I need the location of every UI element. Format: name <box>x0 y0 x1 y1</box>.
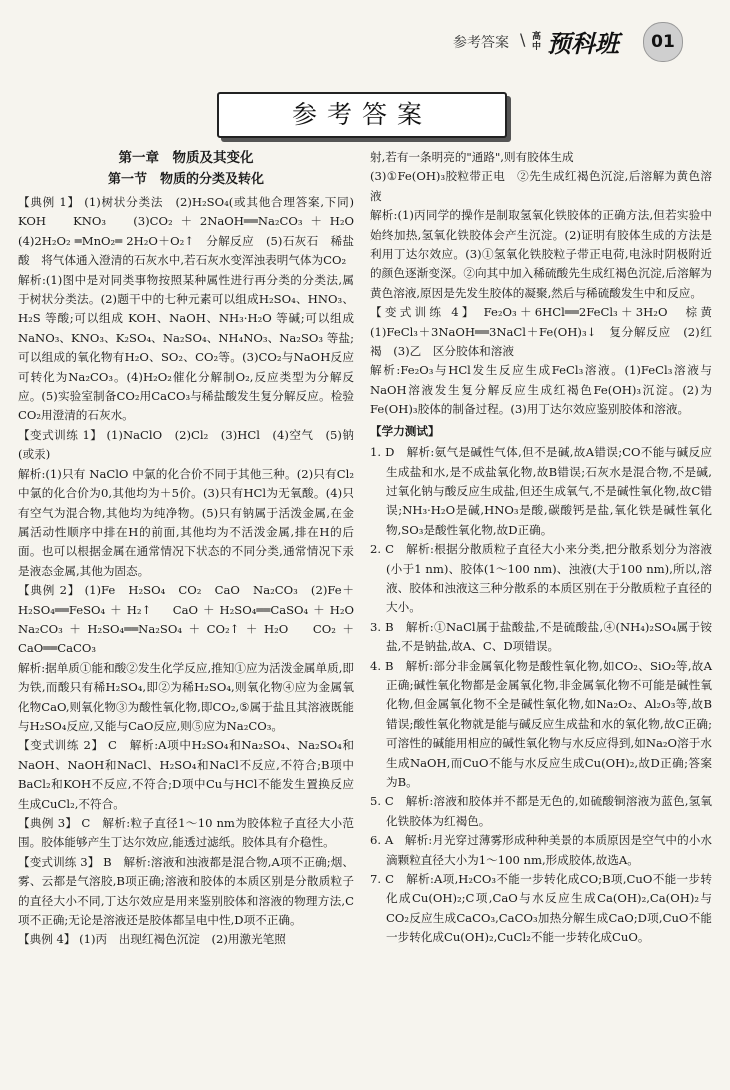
example-2-answer: 【典例 2】 (1)Fe H₂SO₄ CO₂ CaO Na₂CO₃ (2)Fe＋H₂SO₄══FeSO₄＋H₂↑ CaO＋H₂SO₄══CaSO₄＋H₂O Na₂CO₃＋H₂SO₄══Na₂SO₄＋CO₂↑＋H₂O CO₂＋CaO══CaCO₃ <box>18 583 366 656</box>
example-4-answer-cont: 射,若有一条明亮的"通路",则有胶体生成 <box>370 150 574 164</box>
practice-4-explanation: 解析:Fe₂O₃与HCl发生反应生成FeCl₃溶液。(1)FeCl₃溶液与NaOH溶液发生复分解反应生成红褐色Fe(OH)₃沉淀。(2)为Fe(OH)₃胶体的制备过程。(3)用丁达尔效应鉴别胶体和溶液。 <box>370 363 712 417</box>
right-column <box>370 148 724 948</box>
page-title-box <box>217 92 507 138</box>
page-title: 参考答案 <box>291 100 432 129</box>
practice-3-answer: 【变式训练 3】 B 解析:溶液和浊液都是混合物,A项不正确;烟、雾、云都是气溶胶,B项正确;溶液和胶体的本质区别是分散质粒子的直径大小不同,丁达尔效应是用来鉴别胶体和溶液的物理方法,C项不正确;无论是溶液还是胶体都呈电中性,D项不正确。 <box>18 854 354 928</box>
practice-2-answer: 【变式训练 2】 C 解析:A项中H₂SO₄和Na₂SO₄、Na₂SO₄和NaOH、NaOH和NaCl、H₂SO₄和NaCl不反应,不符合;B项中BaCl₂和KOH不反应,不符合;D项中Cu与HCl不能发生置换反应生成CuCl₂,不符合。 <box>18 738 354 811</box>
example-4-answer-part3: (3)①Fe(OH)₃胶粒带正电 ②先生成红褐色沉淀,后溶解为黄色溶液 <box>370 169 712 203</box>
example-4-answer-start: 【典例 4】 (1)丙 出现红褐色沉淀 (2)用激光笔照 <box>18 932 286 947</box>
practice-1-answer: 【变式训练 1】 (1)NaClO (2)Cl₂ (3)HCl (4)空气 (5)钠(或汞) <box>18 427 354 462</box>
example-1-answer: 【典例 1】 (1)树状分类法 (2)H₂SO₄(或其他合理答案,下同) KOH KNO₃ (3)CO₂＋2NaOH══Na₂CO₃＋H₂O (4)2H₂O₂ ═MnO₂═ 2H₂O＋O₂↑ 分解反应 (5)石灰石 稀盐酸 将气体通入澄清的石灰水中,若石灰水变浑浊表明气体为CO₂ <box>18 195 366 268</box>
header-label: 参考答案 <box>453 35 509 51</box>
example-1-explanation: 解析:(1)图中是对同类事物按照某种属性进行再分类的分类法,属于树状分类法。(2)题干中的七种元素可以组成H₂SO₄、HNO₃、H₂S 等酸;可以组成 KOH、NaOH、NH₃·H₂O 等碱;可以组成 NaNO₃、KNO₃、K₂SO₄、Na₂SO₄、NH₄NO₃、Na₂SO₃ 等盐;可以组成的氧化物有H₂O、SO₂、CO₂等。(3)CO₂与NaOH反应可转化为Na₂CO₃。(4)H₂O₂催化分解制O₂,反应类型为分解反应。(5)实验室制备CO₂用CaCO₃与稀盐酸发生复分解反应。检验CO₂用澄清的石灰水。 <box>18 272 354 423</box>
header-divider: \ <box>520 30 526 49</box>
test-item-3: 3. B 解析:①NaCl属于盐酸盐,不是硫酸盐,④(NH₄)₂SO₄属于铵盐,不是钠盐,故A、C、D项错误。 <box>370 619 712 654</box>
test-item-5: 5. C 解析:溶液和胶体并不都是无色的,如硫酸铜溶液为蓝色,氢氧化铁胶体为红褐色。 <box>370 794 712 828</box>
test-item-6: 6. A 解析:月光穿过薄雾形成种种美景的本质原因是空气中的小水滴颗粒直径大小为1～100 nm,形成胶体,故选A。 <box>370 833 712 867</box>
page-header <box>0 0 730 82</box>
test-item-4: 4. B 解析:部分非金属氧化物是酸性氧化物,如CO₂、SiO₂等,故A正确;碱性氧化物都是金属氧化物,非金属氧化物不可能是碱性氧化物,但金属氧化物不全是碱性氧化物,如Na₂O₂、Al₂O₃等,故B错误;酸性氧化物就是能与碱反应生成盐和水的氧化物,故C正确;可溶性的碱能用相应的碱性氧化物与水反应得到,如Na₂O溶于水生成NaOH,而CuO不能与水反应生成Cu(OH)₂,故D正确;答案为B。 <box>370 658 712 789</box>
test-item-2: 2. C 解析:根据分散质粒子直径大小来分类,把分散系划分为溶液(小于1 nm)、胶体(1～100 nm)、浊液(大于100 nm),所以,溶液、胶体和浊液这三种分散系的本质区别在于分散质粒子直径的大小。 <box>370 542 712 615</box>
section-heading: 第一节 物质的分类及转化 <box>107 172 264 187</box>
brand-title: 预科班 <box>547 30 619 58</box>
test-item-7: 7. C 解析:A项,H₂CO₃不能一步转化成CO;B项,CuO不能一步转化成Cu(OH)₂;C项,CaO与水反应生成Ca(OH)₂,Ca(OH)₂与CO₂反应生成CaCO₃,CaCO₃加热分解生成CaO;D项,CuO不能一步转化成Cu(OH)₂,CuCl₂不能一步转化成CuO。 <box>370 872 712 945</box>
example-4-explanation: 解析:(1)丙同学的操作是制取氢氧化铁胶体的正确方法,但若实验中始终加热,氢氧化铁胶体会产生沉淀。(2)证明有胶体生成的方法是利用丁达尔效应。(3)①氢氧化铁胶粒子带正电荷,电泳时阴极附近的颜色逐渐变深。②向其中加入稀硫酸先生成红褐色沉淀,后溶解为黄色溶液,原因是先发生胶体的凝聚,然后与稀硫酸发生中和反应。 <box>370 208 712 300</box>
page-number-badge: 01 <box>643 22 683 62</box>
book-mark-logo: 高中 <box>532 32 542 52</box>
left-column <box>18 148 366 950</box>
test-item-1: 1. D 解析:氨气是碱性气体,但不是碱,故A错误;CO不能与碱反应生成盐和水,是不成盐氧化物,故B错误;石灰水是混合物,不是碱,过氧化钠与酸反应生成盐,但还生成氧气,不是碱性氧化物,故C错误;NH₃·H₂O是碱,HNO₃是酸,碳酸钙是盐,氧化铁是碱性氧化物,SO₃是酸性氧化物,故D正确。 <box>370 445 712 537</box>
practice-1-explanation: 解析:(1)只有 NaClO 中氯的化合价不同于其他三种。(2)只有Cl₂中氯的化合价为0,其他均为＋5价。(3)只有HCl为无氧酸。(4)只有空气为混合物,其他均为纯净物。(5)只有钠属于活泼金属,在金属活动性顺序中排在H的前面,其他均为不活泼金属,排在H的后面。也可以根据金属在通常情况下状态的不同分类,通常情况下汞是液态金属,其他为固态。 <box>18 466 354 578</box>
chapter-heading: 第一章 物质及其变化 <box>118 150 254 166</box>
practice-4-answer: 【变式训练 4】 Fe₂O₃＋6HCl══2FeCl₃＋3H₂O 棕黄 (1)FeCl₃＋3NaOH══3NaCl＋Fe(OH)₃↓ 复分解反应 (2)红褐 (3)乙 区分胶体和溶液 <box>370 305 724 359</box>
example-3-answer: 【典例 3】 C 解析:粒子直径1～10 nm为胶体粒子直径大小范围。胶体能够产生丁达尔效应,能透过滤纸。胶体具有介稳性。 <box>18 816 354 850</box>
test-heading: 【学力测试】 <box>370 423 440 438</box>
example-2-explanation: 解析:据单质①能和酸②发生化学反应,推知①应为活泼金属单质,即为铁,而酸只有稀H₂SO₄,即②为稀H₂SO₄,则氧化物④应为金属氧化物CaO,则氧化物③为酸性氧化物,即CO₂,⑤属于盐且其溶液既能与H₂SO₄反应,又能与CaO反应,则⑤应为Na₂CO₃。 <box>18 660 354 733</box>
